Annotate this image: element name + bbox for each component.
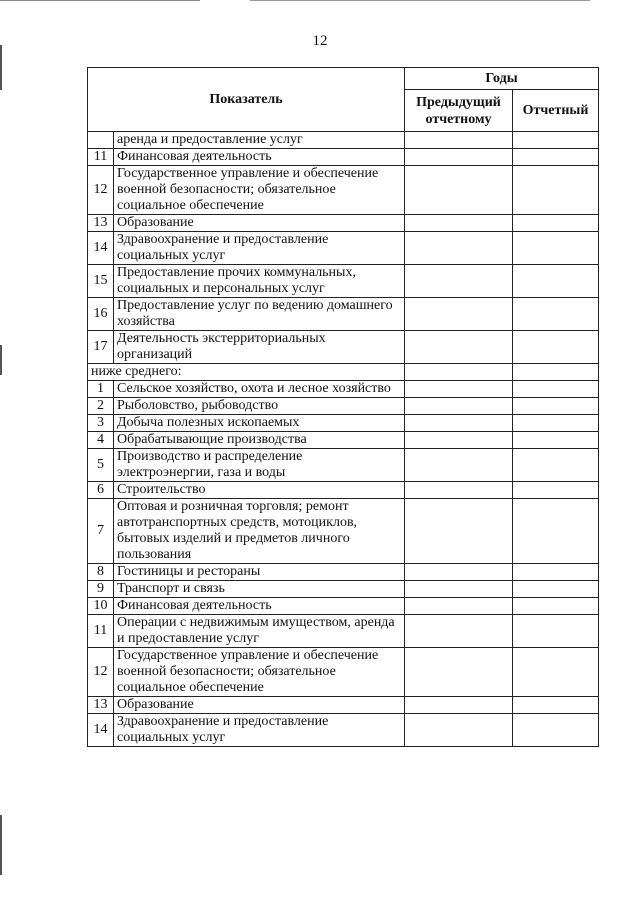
row-number: 3 [88,415,114,432]
cell-current-year [513,232,599,265]
row-label: Здравоохранение и предоставление социальных услуг [114,232,405,265]
cell-current-year [513,432,599,449]
row-label: Обрабатывающие производства [114,432,405,449]
row-number: 9 [88,581,114,598]
cell-current-year [513,364,599,381]
scan-edge-mark [0,345,2,375]
row-number: 14 [88,232,114,265]
row-number: 15 [88,265,114,298]
row-number: 12 [88,166,114,215]
cell-previous-year [405,449,513,482]
row-number: 17 [88,331,114,364]
row-number: 8 [88,564,114,581]
table-row [88,598,599,615]
cell-current-year [513,415,599,432]
table-row [88,415,599,432]
row-label: Предоставление прочих коммунальных, социальных и персональных услуг [114,265,405,298]
cell-previous-year [405,364,513,381]
cell-previous-year [405,598,513,615]
row-number: 4 [88,432,114,449]
cell-current-year [513,149,599,166]
cell-previous-year [405,697,513,714]
row-label: Финансовая деятельность [114,598,405,615]
row-label: Транспорт и связь [114,581,405,598]
row-label: Оптовая и розничная торговля; ремонт автотранспортных средств, мотоциклов, бытовых изделий и предметов личного пользования [114,499,405,564]
row-label: Предоставление услуг по ведению домашнего хозяйства [114,298,405,331]
scan-edge-mark [0,815,2,875]
row-number: 11 [88,615,114,648]
cell-previous-year [405,581,513,598]
row-label: Рыболовство, рыбоводство [114,398,405,415]
row-number: 7 [88,499,114,564]
table-row [88,615,599,648]
cell-previous-year [405,499,513,564]
row-label: Финансовая деятельность [114,149,405,166]
row-label: Государственное управление и обеспечение военной безопасности; обязательное социальное обеспечение [114,166,405,215]
row-number: 13 [88,215,114,232]
cell-current-year [513,581,599,598]
table-row [88,564,599,581]
table-row [88,499,599,564]
cell-previous-year [405,265,513,298]
row-label: аренда и предоставление услуг [114,132,405,149]
page-number: 12 [312,33,328,49]
table-row [88,149,599,166]
table-row [88,331,599,364]
table-row [88,398,599,415]
cell-current-year [513,331,599,364]
cell-current-year [513,615,599,648]
indicators-table [87,67,599,747]
row-label: Добыча полезных ископаемых [114,415,405,432]
cell-current-year [513,598,599,615]
cell-previous-year [405,415,513,432]
table-row [88,432,599,449]
row-number: 10 [88,598,114,615]
scan-edge-line [250,0,590,1]
cell-previous-year [405,298,513,331]
row-number: 16 [88,298,114,331]
cell-current-year [513,499,599,564]
cell-previous-year [405,331,513,364]
row-number: 12 [88,648,114,697]
row-number: 5 [88,449,114,482]
table-row [88,132,599,149]
cell-current-year [513,714,599,747]
row-label: Сельское хозяйство, охота и лесное хозяйство [114,381,405,398]
header-current-year: Отчетный [513,90,599,132]
row-label: Образование [114,215,405,232]
cell-current-year [513,697,599,714]
row-number: 1 [88,381,114,398]
table-row [88,449,599,482]
header-indicator: Показатель [88,68,405,132]
header-years: Годы [405,68,599,90]
cell-previous-year [405,615,513,648]
row-label: Операции с недвижимым имуществом, аренда и предоставление услуг [114,615,405,648]
row-label: Государственное управление и обеспечение военной безопасности; обязательное социальное обеспечение [114,648,405,697]
cell-current-year [513,564,599,581]
header-previous-year: Предыдущий отчетному [405,90,513,132]
row-number: 13 [88,697,114,714]
table-row [88,298,599,331]
table-row [88,714,599,747]
cell-current-year [513,482,599,499]
cell-previous-year [405,482,513,499]
table-row [88,381,599,398]
table-row [88,648,599,697]
row-label: Деятельность экстерриториальных организаций [114,331,405,364]
cell-current-year [513,265,599,298]
table-row [88,581,599,598]
cell-current-year [513,398,599,415]
cell-current-year [513,648,599,697]
table-row [88,265,599,298]
row-number: 6 [88,482,114,499]
cell-previous-year [405,166,513,215]
table-row [88,166,599,215]
row-number: 2 [88,398,114,415]
cell-previous-year [405,398,513,415]
row-label: Гостиницы и рестораны [114,564,405,581]
cell-current-year [513,132,599,149]
cell-previous-year [405,215,513,232]
cell-current-year [513,449,599,482]
table-row [88,697,599,714]
cell-previous-year [405,232,513,265]
table-row [88,215,599,232]
section-label: ниже среднего: [88,364,405,381]
row-number: 14 [88,714,114,747]
table-row [88,364,599,381]
cell-previous-year [405,381,513,398]
cell-previous-year [405,132,513,149]
cell-previous-year [405,564,513,581]
table-body [88,132,599,747]
cell-current-year [513,298,599,331]
cell-previous-year [405,432,513,449]
row-label: Производство и распределение электроэнергии, газа и воды [114,449,405,482]
row-label: Образование [114,697,405,714]
row-number: 11 [88,149,114,166]
cell-previous-year [405,648,513,697]
scan-edge-mark [0,45,2,90]
cell-current-year [513,166,599,215]
row-number [88,132,114,149]
scan-edge-line [0,0,200,1]
cell-current-year [513,381,599,398]
row-label: Строительство [114,482,405,499]
row-label: Здравоохранение и предоставление социальных услуг [114,714,405,747]
cell-previous-year [405,149,513,166]
cell-previous-year [405,714,513,747]
table-row [88,232,599,265]
cell-current-year [513,215,599,232]
table-row [88,482,599,499]
